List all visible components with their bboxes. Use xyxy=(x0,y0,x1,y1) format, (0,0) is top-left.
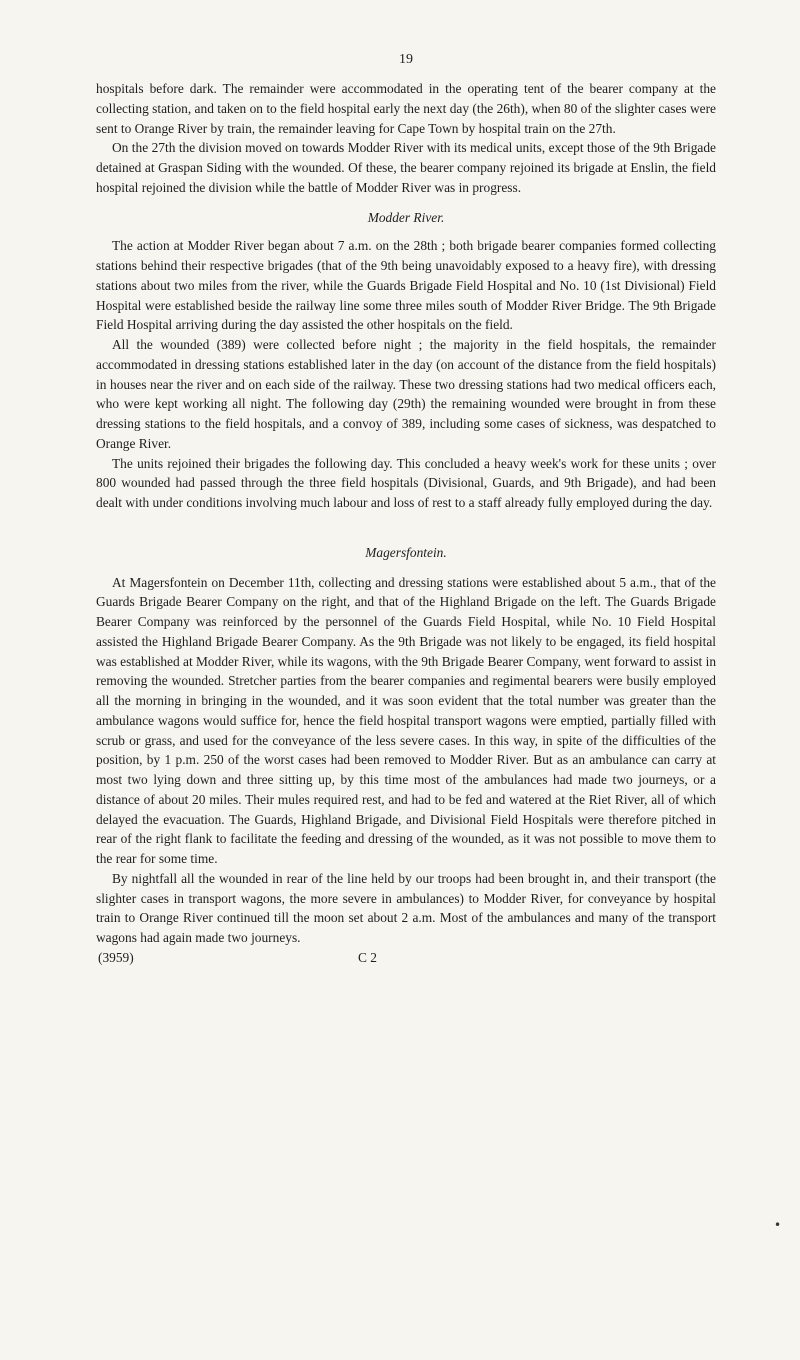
paragraph-2: On the 27th the division moved on towards Modder River with its medical units, except those of the 9th Brigade detained at Graspan Siding with the wounded. Of these, the bearer company rejoined its brigade at Enslin, the field hospital rejoined the division while the battle of Modder River was in progress. xyxy=(96,140,716,195)
page-number: 19 xyxy=(399,52,413,67)
paragraph-5: The units rejoined their brigades the following day. This concluded a heavy week's work for these units ; over 800 wounded had passed through the three field hospitals (Divisional, Guards, and 9th Brigade), and had been dealt with under conditions involving much labour and loss of rest to a staff already fully employed during the day. xyxy=(96,455,716,510)
signature-mark: C 2 xyxy=(358,949,377,965)
document-page xyxy=(96,0,716,968)
paragraph-6: At Magersfontein on December 11th, collecting and dressing stations were established about 5 a.m., that of the Guards Brigade Bearer Company on the right, and that of the Highland Brigade on the left. The Guards Brigade Bearer Company was reinforced by the personnel of the Guards Field Hospital, while No. 10 Field Hospital assisted the Highland Brigade Bearer Company. As the 9th Brigade was not likely to be engaged, its field hospital was established at Modder River, while its wagons, with the 9th Brigade Bearer Company, went forward to assist in removing the wounded. Stretcher parties from the bearer companies and regimental bearers were busily employed all the morning in bringing in the wounded, and it was soon evident that the total number was greater than the ambulance wagons would suffice for, hence the field hospital transport wagons were emptied, partially filled with scrub or grass, and used for the conveyance of the less severe cases. In this way, in spite of the difficulties of the position, by 1 p.m. 250 of the worst cases had been removed to Modder River. But as an ambulance can carry at most two lying down and three sitting up, by this time most of the ambulances had made two journeys, or a distance of about 20 miles. Their mules required rest, and had to be fed and watered at the Riet River, all of which delayed the evacuation. The Guards, Highland Brigade, and Divisional Field Hospitals were therefore pitched in rear of the right flank to facilitate the feeding and dressing of the wounded, as it was not possible to move them to the rear for some time. xyxy=(96,574,717,866)
edge-dot-mark: • xyxy=(774,1218,782,1232)
paragraph-7: By nightfall all the wounded in rear of the line held by our troops had been brought in, and their transport (the slighter cases in transport wagons, the more severe in ambulances) to Modder River, for conveyance by hospital train to Orange River continued till the moon set about 2 a.m. Most of the ambulances and many of the transport wagons had again made two journeys. xyxy=(96,870,716,945)
section-heading-magersfontein: Magersfontein. xyxy=(365,544,447,560)
print-code: (3959) xyxy=(98,949,134,965)
paragraph-4: All the wounded (389) were collected before night ; the majority in the field hospitals, the remainder accommodated in dressing stations established later in the day (on account of the distance from the field hospitals) in houses near the river and on each side of the railway. These two dressing stations had two medical officers each, who were kept working all night. The following day (29th) the remaining wounded were brought in from these dressing stations to the field hospitals, and a convoy of 389, including some cases of sickness, was despatched to Orange River. xyxy=(96,337,716,451)
page-footer xyxy=(96,948,716,968)
section-heading-modder-river: Modder River. xyxy=(367,209,445,225)
paragraph-3: The action at Modder River began about 7 a.m. on the 28th ; both brigade bearer companies formed collecting stations behind their respective brigades (that of the 9th being unavoidably exposed to a heavy fire), with dressing stations about two miles from the river, while the Guards Brigade Field Hospital and No. 10 (1st Divisional) Field Hospital were established beside the railway line some three miles south of Modder River Bridge. The 9th Brigade Field Hospital arriving during the day assisted the other hospitals on the field. xyxy=(96,238,716,333)
paragraph-1: hospitals before dark. The remainder were accommodated in the operating tent of the bearer company at the collecting station, and taken on to the field hospital early the next day (the 26th), when 80 of the slighter cases were sent to Orange River by train, the remainder leaving for Cape Town by hospital train on the 27th. xyxy=(96,81,716,136)
